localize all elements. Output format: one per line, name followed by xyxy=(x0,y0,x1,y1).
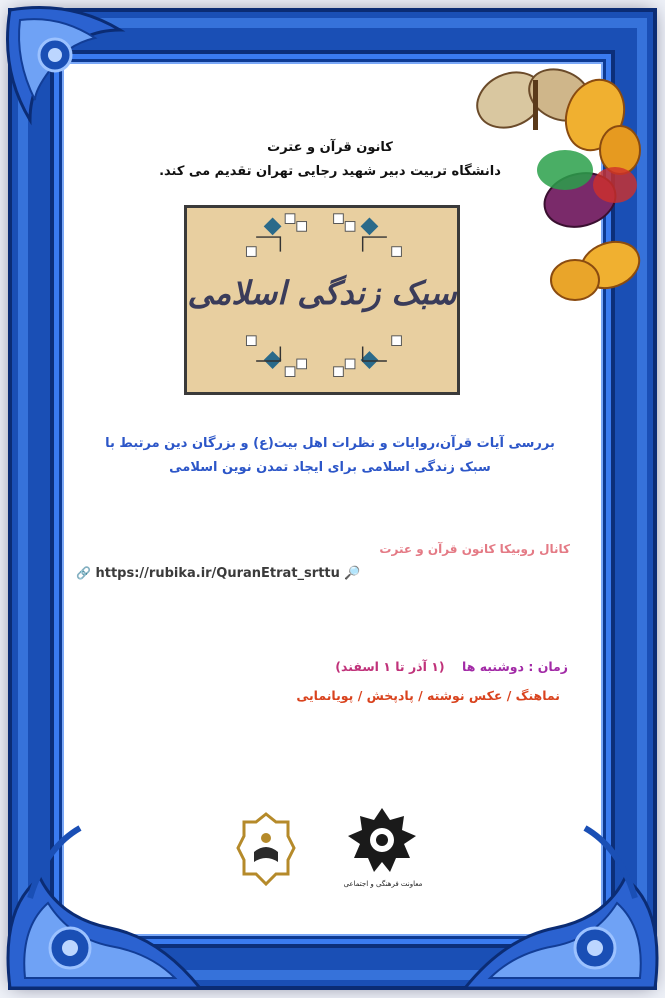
ornament-bottom-left xyxy=(0,788,210,998)
description-line-2: سبک زندگی اسلامی برای ایجاد تمدن نوین اسلامی xyxy=(169,460,491,475)
ornament-top-left xyxy=(0,0,150,150)
university-line: دانشگاه تربیت دبیر شهید رجایی تهران تقدیم می کند. xyxy=(159,164,501,179)
schedule-range: (۱ آذر تا ۱ اسفند) xyxy=(335,659,445,674)
magnifier-icon: 🔎 xyxy=(344,566,361,581)
schedule-line xyxy=(100,659,568,674)
channel-label: کانال روبیکا کانون قرآن و عترت xyxy=(379,542,570,556)
org-name: کانون قرآن و عترت xyxy=(267,140,393,155)
description-line-1: بررسی آیات قرآن،روایات و نظرات اهل بیت(ع) و بزرگان دین مرتبط با xyxy=(105,436,555,451)
channel-url-row xyxy=(76,566,396,581)
link-icon: 🔗 xyxy=(76,566,91,580)
logo-title: سبک زندگی اسلامی xyxy=(187,274,457,312)
islamic-lifestyle-logo xyxy=(184,205,460,395)
ornament-bottom-right xyxy=(455,788,665,998)
schedule-time: زمان : دوشنبه ها xyxy=(462,659,568,674)
university-emblem-caption: معاونت فرهنگی و اجتماعی xyxy=(343,880,423,888)
channel-url-link[interactable]: https://rubika.ir/QuranEtrat_srttu xyxy=(95,566,340,581)
butterfly-4-icon xyxy=(551,234,645,300)
content-formats: نماهنگ / عکس نوشته / پادپخش / پویانمایی xyxy=(296,688,560,703)
quran-center-emblem xyxy=(236,812,296,886)
